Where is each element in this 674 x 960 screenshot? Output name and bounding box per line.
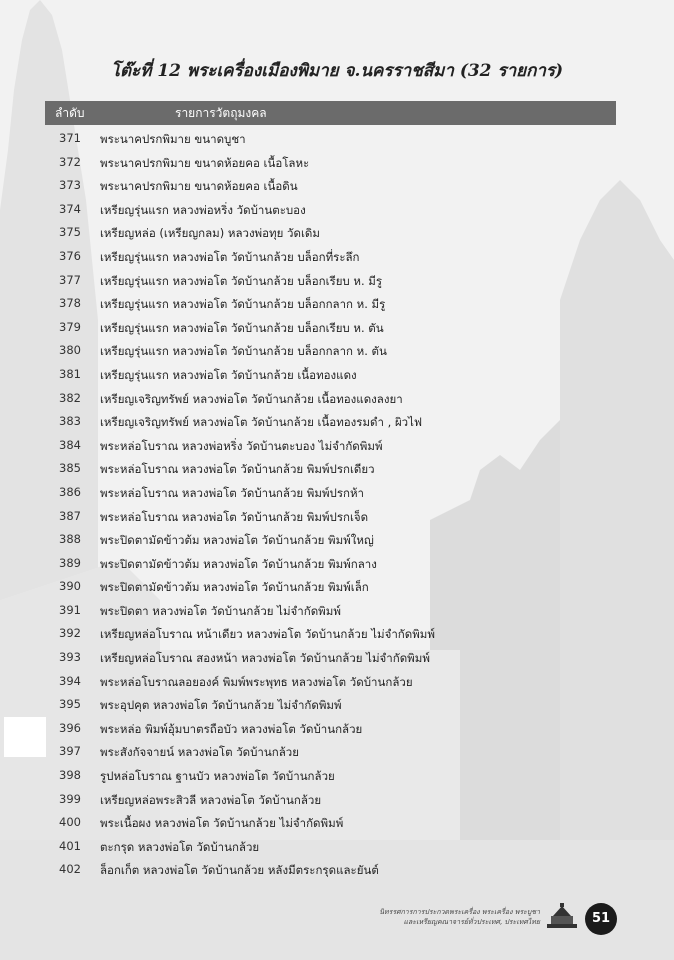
row-number: 382 [59, 390, 81, 405]
table-row [45, 718, 616, 742]
table-header [45, 101, 616, 125]
row-text: พระนาคปรกพิมาย ขนาดบูชา [100, 132, 246, 146]
table-row [45, 836, 616, 860]
temple-logo-icon [545, 902, 579, 930]
table-row [45, 128, 616, 152]
table-row [45, 789, 616, 813]
row-number: 399 [59, 791, 81, 806]
item-list [45, 128, 616, 883]
row-number: 391 [59, 602, 81, 617]
row-number: 392 [59, 626, 81, 641]
row-text: เหรียญเจริญทรัพย์ หลวงพ่อโต วัดบ้านกล้วย เนื้อทองรมดำ , ผิวไฟ [100, 415, 423, 430]
table-row [45, 671, 616, 695]
footer-line-2: และเหรียญคณาจารย์ทั่วประเทศ, ประเทศไทย [403, 918, 540, 926]
row-number: 373 [59, 178, 81, 193]
row-text: พระหล่อโบราณ หลวงพ่อโต วัดบ้านกล้วย พิมพ์ปรกห้า [100, 485, 365, 500]
table-row [45, 175, 616, 199]
row-number: 385 [59, 461, 81, 476]
table-row [45, 765, 616, 789]
table-row [45, 340, 616, 364]
row-number: 371 [59, 131, 81, 145]
table-row [45, 458, 616, 482]
table-row [45, 270, 616, 294]
row-text: พระปิดตามัดข้าวต้ม หลวงพ่อโต วัดบ้านกล้วย พิมพ์ใหญ่ [100, 533, 374, 548]
row-number: 374 [59, 201, 81, 216]
page-title: โต๊ะที่ 12 พระเครื่องเมืองพิมาย จ.นครราชสีมา (32 รายการ) [110, 61, 564, 81]
table-row [45, 553, 616, 577]
row-number: 376 [59, 248, 81, 263]
row-text: พระหล่อโบราณ หลวงพ่อหริ่ง วัดบ้านตะบอง ไม่จำกัดพิมพ์ [100, 438, 383, 453]
table-row [45, 364, 616, 388]
table-row [45, 506, 616, 530]
row-number: 386 [59, 484, 81, 499]
table-row [45, 859, 616, 883]
row-text: เหรียญรุ่นแรก หลวงพ่อโต วัดบ้านกล้วย เนื้อทองแดง [100, 367, 357, 382]
header-number: ลำดับ [55, 106, 85, 120]
table-row [45, 576, 616, 600]
table-row [45, 199, 616, 223]
row-number: 390 [59, 579, 81, 594]
row-number: 372 [59, 154, 81, 169]
table-row [45, 411, 616, 435]
row-number: 393 [59, 650, 81, 665]
table-row [45, 293, 616, 317]
row-text: พระหล่อโบราณลอยองค์ พิมพ์พระพุทธ หลวงพ่อโต วัดบ้านกล้วย [100, 674, 413, 689]
row-text: เหรียญรุ่นแรก หลวงพ่อโต วัดบ้านกล้วย บล็อกเรียบ ห. มีรู [100, 273, 383, 288]
row-text: เหรียญรุ่นแรก หลวงพ่อโต วัดบ้านกล้วย บล็อกกลาก ห. มีรู [100, 297, 386, 312]
row-number: 375 [59, 225, 81, 240]
row-number: 401 [59, 838, 81, 853]
row-number: 377 [59, 272, 81, 287]
table-row [45, 529, 616, 553]
row-text: เหรียญหล่อโบราณ สองหน้า หลวงพ่อโต วัดบ้านกล้วย ไม่จำกัดพิมพ์ [100, 651, 430, 666]
table-row [45, 435, 616, 459]
row-text: เหรียญรุ่นแรก หลวงพ่อหริ่ง วัดบ้านตะบอง [100, 202, 306, 217]
row-text: ตะกรุด หลวงพ่อโต วัดบ้านกล้วย [100, 839, 260, 854]
row-number: 384 [59, 437, 81, 452]
row-number: 381 [59, 366, 81, 381]
row-number: 394 [59, 673, 81, 688]
row-text: พระนาคปรกพิมาย ขนาดห้อยคอ เนื้อดิน [100, 179, 298, 194]
row-number: 397 [59, 744, 81, 759]
row-text: พระหล่อโบราณ หลวงพ่อโต วัดบ้านกล้วย พิมพ์ปรกเจ็ด [100, 509, 369, 524]
table-row [45, 694, 616, 718]
row-number: 396 [59, 720, 81, 735]
table-row [45, 222, 616, 246]
table-row [45, 623, 616, 647]
row-text: เหรียญหล่อ (เหรียญกลม) หลวงพ่อทุย วัดเดิม [100, 226, 320, 241]
row-number: 400 [59, 815, 81, 830]
table-row [45, 812, 616, 836]
row-text: พระเนื้อผง หลวงพ่อโต วัดบ้านกล้วย ไม่จำกัดพิมพ์ [100, 816, 344, 831]
row-number: 389 [59, 555, 81, 570]
row-number: 379 [59, 319, 81, 334]
table-row [45, 647, 616, 671]
row-text: เหรียญหล่อโบราณ หน้าเดียว หลวงพ่อโต วัดบ้านกล้วย ไม่จำกัดพิมพ์ [100, 627, 435, 642]
table-row [45, 741, 616, 765]
row-text: พระหล่อ พิมพ์อุ้มบาตรถือบัว หลวงพ่อโต วัดบ้านกล้วย [100, 721, 363, 736]
table-row [45, 388, 616, 412]
row-text: ล็อกเก็ต หลวงพ่อโต วัดบ้านกล้วย หลังมีตระกรุดและยันต์ [100, 863, 379, 878]
footer-line-1: นิทรรศการการประกวดพระเครื่อง พระเครื่อง พระบูชา [379, 908, 540, 916]
row-text: พระปิดตามัดข้าวต้ม หลวงพ่อโต วัดบ้านกล้วย พิมพ์กลาง [100, 556, 377, 571]
table-row [45, 246, 616, 270]
row-number: 380 [59, 343, 81, 358]
table-row [45, 152, 616, 176]
row-number: 398 [59, 768, 81, 783]
row-text: เหรียญรุ่นแรก หลวงพ่อโต วัดบ้านกล้วย บล็อกเรียบ ห. ตัน [100, 320, 384, 335]
table-row [45, 600, 616, 624]
table-row [45, 482, 616, 506]
table-row [45, 317, 616, 341]
row-text: เหรียญหล่อพระสิวลี หลวงพ่อโต วัดบ้านกล้วย [100, 792, 322, 807]
footer-caption [330, 907, 540, 927]
row-text: พระปิดตา หลวงพ่อโต วัดบ้านกล้วย ไม่จำกัดพิมพ์ [100, 603, 341, 618]
row-text: พระหล่อโบราณ หลวงพ่อโต วัดบ้านกล้วย พิมพ์ปรกเดียว [100, 462, 375, 477]
row-text: เหรียญเจริญทรัพย์ หลวงพ่อโต วัดบ้านกล้วย เนื้อทองแดงลงยา [100, 391, 403, 406]
row-number: 402 [59, 862, 81, 877]
header-item: รายการวัตถุมงคล [175, 106, 267, 120]
row-text: เหรียญรุ่นแรก หลวงพ่อโต วัดบ้านกล้วย บล็อกกลาก ห. ตัน [100, 344, 387, 359]
row-text: รูปหล่อโบราณ ฐานบัว หลวงพ่อโต วัดบ้านกล้วย [100, 769, 335, 784]
row-text: พระนาคปรกพิมาย ขนาดห้อยคอ เนื้อโลหะ [100, 155, 310, 170]
row-number: 378 [59, 296, 81, 311]
page-number-badge: 51 [585, 903, 617, 935]
row-number: 388 [59, 532, 81, 547]
row-number: 395 [59, 697, 81, 712]
row-text: พระสังกัจจายน์ หลวงพ่อโต วัดบ้านกล้วย [100, 745, 299, 760]
row-number: 387 [59, 508, 81, 523]
row-text: พระอุปคุต หลวงพ่อโต วัดบ้านกล้วย ไม่จำกัดพิมพ์ [100, 698, 342, 713]
row-text: พระปิดตามัดข้าวต้ม หลวงพ่อโต วัดบ้านกล้วย พิมพ์เล็ก [100, 580, 369, 595]
row-text: เหรียญรุ่นแรก หลวงพ่อโต วัดบ้านกล้วย บล็อกที่ระลึก [100, 249, 360, 264]
row-number: 383 [59, 414, 81, 429]
